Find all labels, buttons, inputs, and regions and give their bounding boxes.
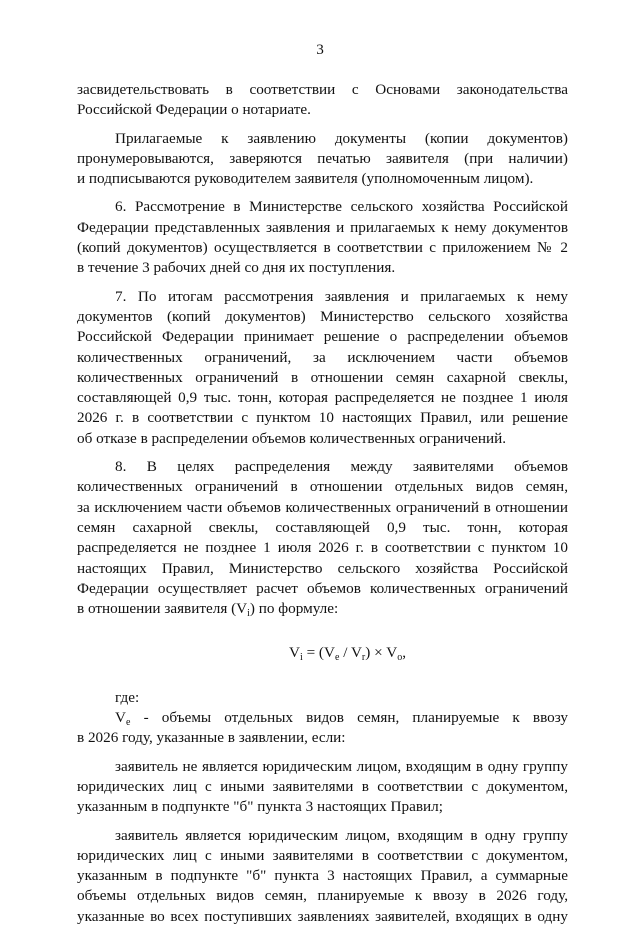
paragraph [77,197,568,278]
paragraph-line: документов (копий документов) Министерство сельского хозяйства [77,307,568,325]
paragraph-line: юридических лиц с иными заявителями в соответствии с документом, [77,846,568,864]
ve-paragraph [77,708,568,749]
paragraph-line: засвидетельствовать в соответствии с Основами законодательства [77,81,568,98]
formula: $V_i = (V_e / V_r) \times V_o$, [289,644,406,664]
paragraph-line: в 2026 году, указанные в заявлении, если: [77,729,346,747]
paragraph-line: $V_e$ - объемы отдельных видов семян, планируемые к ввозу [115,709,568,729]
paragraph-line: количественных ограничений в отношении отдельных видов семян, [77,478,568,496]
paragraph-line: количественных ограничений, за исключением части объемов [77,348,568,366]
paragraph-line: Федерации представленных заявления и прилагаемых к нему документов [77,218,568,236]
paragraph-line: в течение 3 рабочих дней со дня их поступления. [77,259,396,277]
paragraph-line: указанным в подпункте "б" пункта 3 настоящих Правил; [77,798,443,816]
paragraph-line: 2026 г. в соответствии с пунктом 10 настоящих Правил, или решение [77,409,568,427]
paragraph-line: объемы отдельных видов семян, планируемые к ввозу в 2026 году, [77,887,568,905]
paragraph-line: пронумеровываются, заверяются печатью заявителя (при наличии) [77,149,568,167]
paragraph-line: за исключением части объемов количественных ограничений в отношении [77,498,568,516]
paragraph-line: об отказе в распределении объемов количественных ограничений. [77,429,507,447]
paragraph-line: Прилагаемые к заявлению документы (копии документов) [115,129,568,147]
paragraph-line: заявитель является юридическим лицом, входящим в одну группу [115,826,568,844]
paragraph [77,287,568,449]
paragraph-line: Российской Федерации о нотариате. [77,101,311,119]
paragraph-line: 6. Рассмотрение в Министерстве сельского хозяйства Российской [115,198,568,216]
page-number: 3 [316,41,324,58]
paragraph-line: семян сахарной свеклы, составляющей 0,9 тыс. тонн, которая [77,518,568,536]
paragraph-line: указанные во всех поступивших заявлениях заявителей, входящих в одну [77,907,568,925]
paragraph-line: 8. В целях распределения между заявителями объемов [115,458,568,476]
paragraph-line: и подписываются руководителем заявителя (уполномоченным лицом). [77,170,534,188]
paragraph-line: Федерации осуществляет расчет объемов количественных ограничений [77,579,568,597]
paragraph-line: в отношении заявителя $(V_i)$ по формуле: [77,600,339,620]
paragraph-line: заявитель не является юридическим лицом, входящим в одну группу [115,757,568,775]
paragraph-line: (копий документов) осуществляется в соответствии с приложением № 2 [77,239,568,257]
paragraph [77,457,568,619]
condition-paragraph [77,757,568,818]
where-label: где: [115,688,140,706]
condition-paragraph [77,826,568,927]
document-body [77,80,568,927]
paragraph [77,80,568,121]
paragraph-line: составляющей 0,9 тыс. тонн, которая распределяется не позднее 1 июля [77,389,568,407]
paragraph-line: распределяется не позднее 1 июля 2026 г. в соответствии с пунктом 10 [77,539,568,557]
paragraph-line: 7. По итогам рассмотрения заявления и прилагаемых к нему [115,287,568,305]
paragraph-line: количественных ограничений в отношении семян сахарной свеклы, [77,368,568,386]
paragraph-line: указанным в подпункте "б" пункта 3 настоящих Правил, а суммарные [77,867,568,885]
paragraph-line: настоящих Правил, Министерство сельского хозяйства Российской [77,559,568,577]
paragraph-line: юридических лиц с иными заявителями в соответствии с документом, [77,777,568,795]
paragraph [77,129,568,190]
paragraph-line: Российской Федерации принимает решение о распределении объемов [77,328,568,346]
